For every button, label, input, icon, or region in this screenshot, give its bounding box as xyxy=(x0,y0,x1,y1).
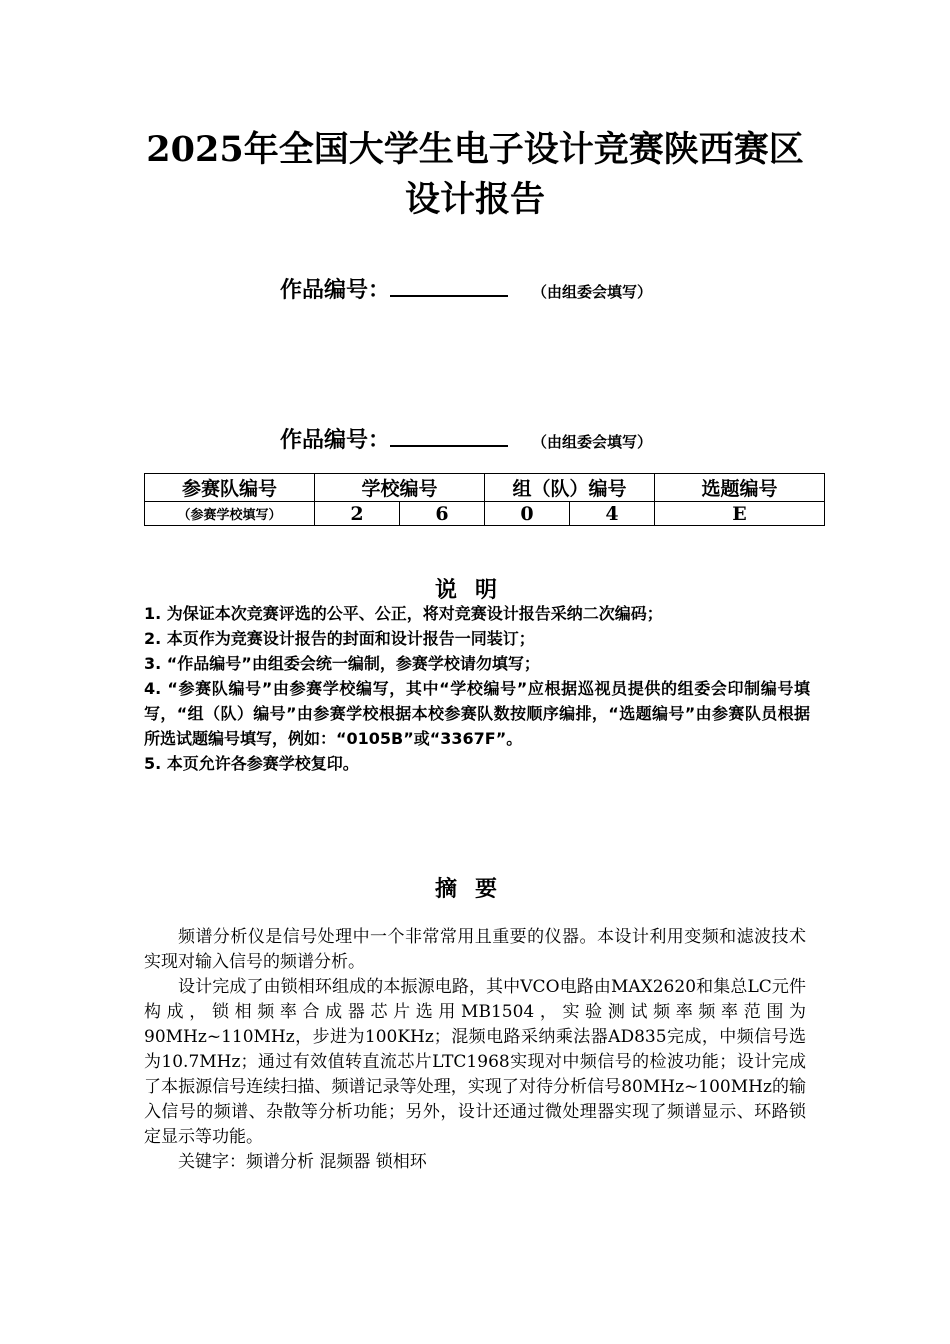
header-team-number: 参赛队编号 xyxy=(145,474,315,502)
report-title-line1: 2025年全国大学生电子设计竞赛陕西赛区 xyxy=(146,129,804,170)
header-group-number: 组（队）编号 xyxy=(485,474,655,502)
abstract-paragraph-1: 频谱分析仪是信号处理中一个非常常用且重要的仪器。本设计利用变频和滤波技术实现对输入信号的频谱分析。 xyxy=(144,927,806,972)
instruction-item: 2. 本页作为竞赛设计报告的封面和设计报告一同装订； xyxy=(144,629,535,648)
abstract-paragraph-2: 设计完成了由锁相环组成的本振源电路，其中VCO电路由MAX2620和集总LC元件构成，锁相频率合成器芯片选用MB1504，实验测试频率频率范围为90MHz~110MHz，步进为100KHz；混频电路采纳乘法器AD835完成，中频信号选为10.7MHz；通过有效值转直流芯片LTC1968实现对中频信号的检波功能；设计完成了本振源信号连续扫描、频谱记录等处理，实现了对待分析信号80MHz~100MHz的输入信号的频谱、杂散等分析功能；另外，设计还通过微处理器实现了频谱显示、环路锁定显示等功能。 xyxy=(144,977,806,1147)
group-digit-1: 0 xyxy=(485,502,570,526)
instruction-item: 3. “作品编号”由组委会统一编制，参赛学校请勿填写； xyxy=(144,654,540,673)
entry-number-label: 作品编号： xyxy=(280,428,391,453)
report-title-line2: 设计报告 xyxy=(404,179,545,220)
school-digit-2: 6 xyxy=(400,502,485,526)
entry-number-row-2 xyxy=(280,423,652,454)
entry-number-note: （由组委会填写） xyxy=(532,433,653,451)
instructions-heading: 说明 xyxy=(434,578,515,603)
school-digit-1: 2 xyxy=(315,502,400,526)
abstract-body xyxy=(144,925,806,1175)
team-code-table xyxy=(144,473,825,526)
header-topic-number: 选题编号 xyxy=(655,474,825,502)
entry-number-row-1 xyxy=(280,273,652,304)
abstract-keywords: 关键字：频谱分析 混频器 锁相环 xyxy=(178,1152,427,1172)
instruction-item: 4. “参赛队编号”由参赛学校编写，其中“学校编号”应根据巡视员提供的组委会印制编号填写，“组（队）编号”由参赛学校根据本校参赛队数按顺序编排，“选题编号”由参赛队员根据所选试题编号填写，例如：“0105B”或“3367F”。 xyxy=(144,679,810,748)
group-digit-2: 4 xyxy=(570,502,655,526)
entry-number-blank xyxy=(390,277,508,297)
instruction-item: 1. 为保证本次竞赛评选的公平、公正，将对竞赛设计报告采纳二次编码； xyxy=(144,604,663,623)
instruction-item: 5. 本页允许各参赛学校复印。 xyxy=(144,754,359,773)
team-number-sub-label: （参赛学校填写） xyxy=(145,502,315,526)
entry-number-blank xyxy=(390,427,508,447)
header-school-number: 学校编号 xyxy=(315,474,485,502)
topic-code: E xyxy=(655,502,825,526)
entry-number-note: （由组委会填写） xyxy=(532,283,653,301)
abstract-heading: 摘要 xyxy=(434,877,515,902)
entry-number-label: 作品编号： xyxy=(280,278,391,303)
instructions-list xyxy=(144,601,810,776)
